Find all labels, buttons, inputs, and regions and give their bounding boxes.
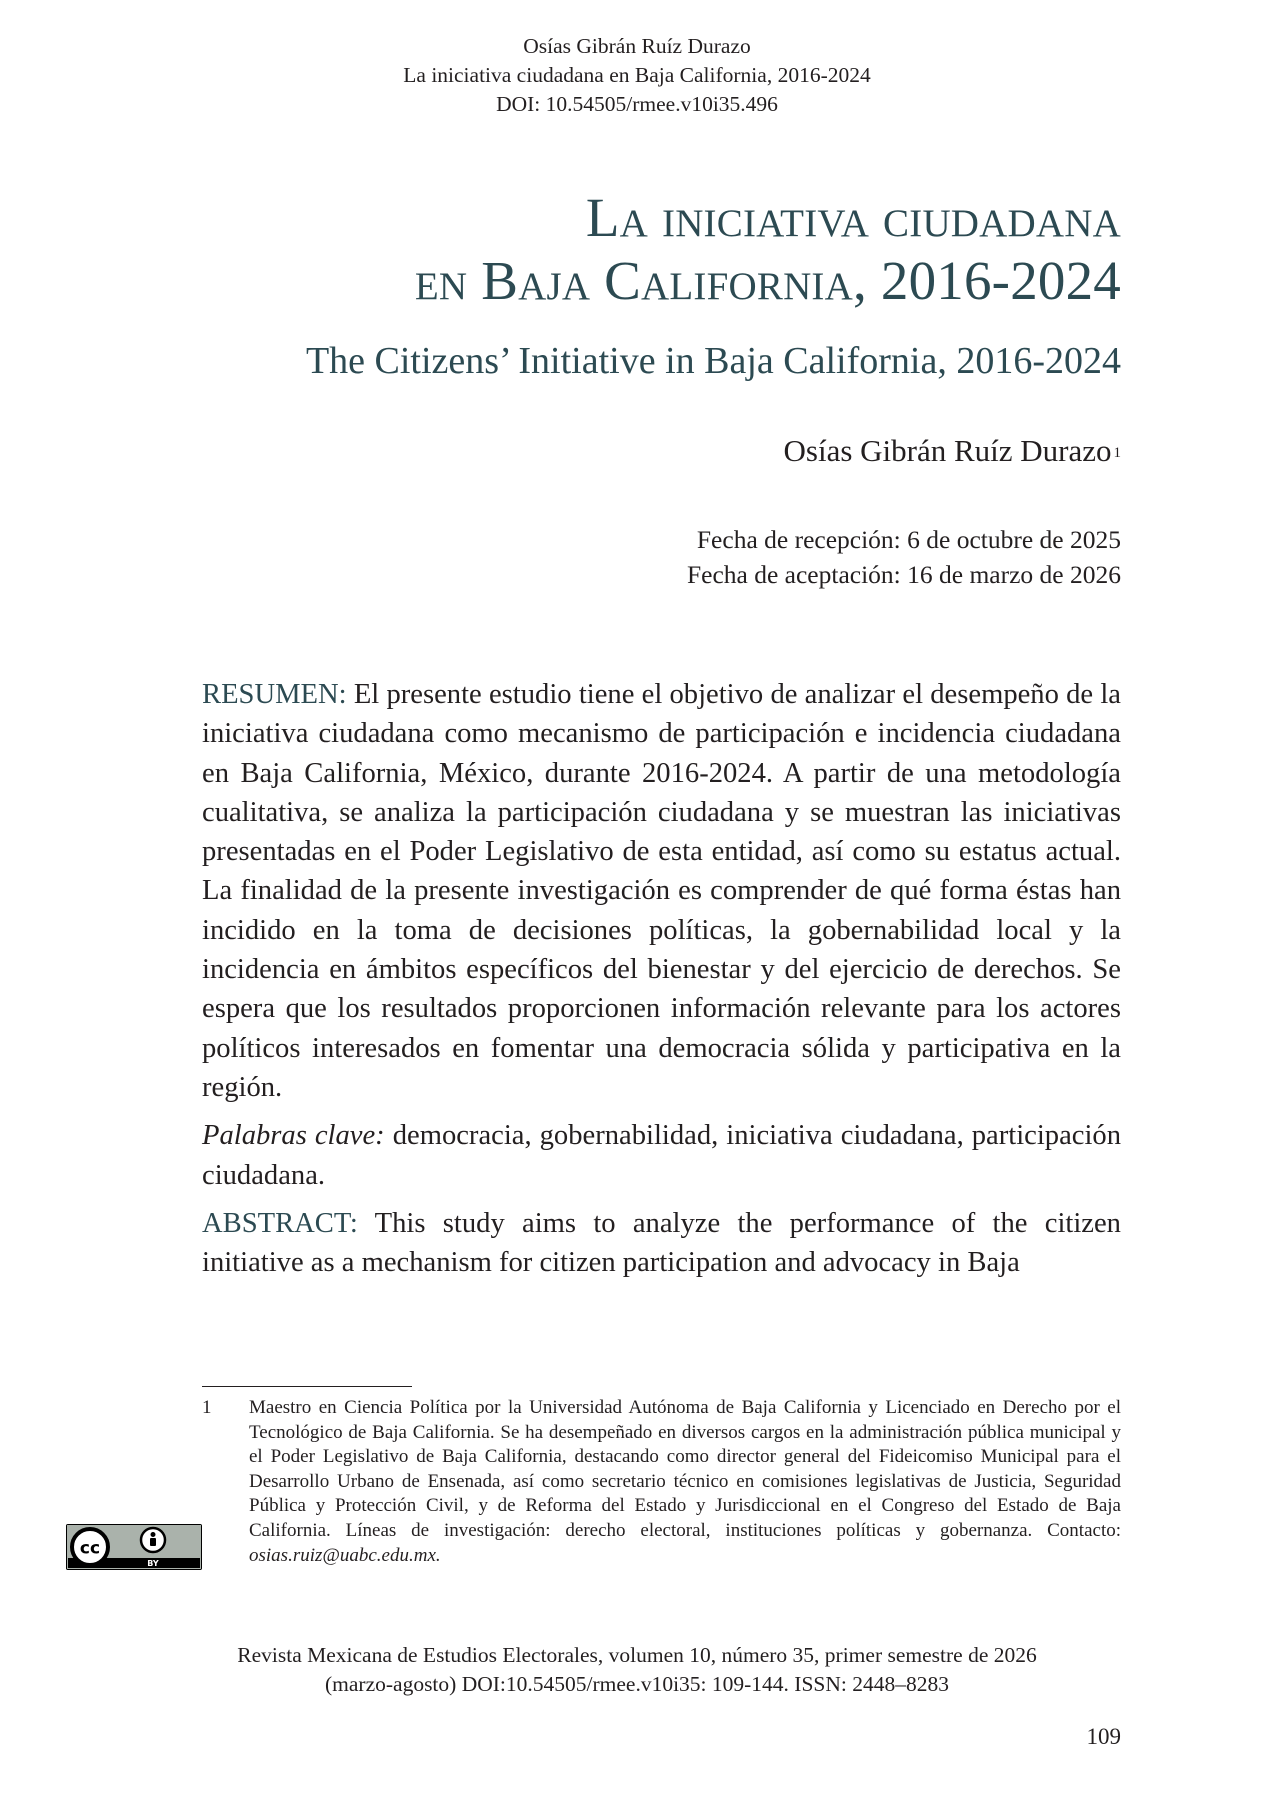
footnote-text: Maestro en Ciencia Política por la Universidad Autónoma de Baja California y Licenciado en Derecho por el Tecnológico de Baja California. Se ha desempeñado en diversos cargos en la administración pública municipal y el Poder Legislativo de Baja California, destacando como director general del Fideicomiso Municipal para el Desarrollo Urbano de Ensenada, así como secretario técnico en comisiones legislativas de Justicia, Seguridad Pública y Protección Civil, y de Reforma del Estado y Jurisdiccional en el Congreso del Estado de Baja California. Líneas de investigación: derecho electoral, instituciones políticas y gobernanza. Contacto: <box>249 1397 1121 1541</box>
article-front-matter <box>202 675 1121 1282</box>
journal-footer <box>0 1641 1274 1699</box>
received-date: Fecha de recepción: 6 de octubre de 2025 <box>696 525 1121 554</box>
license-badge-graphic <box>66 1524 202 1570</box>
abstract-label: ABSTRACT: <box>202 1207 358 1239</box>
author-footnote-mark[interactable]: 1 <box>1113 445 1121 461</box>
footnote-number: 1 <box>202 1397 212 1418</box>
article-author <box>321 432 1121 470</box>
running-head <box>0 32 1274 119</box>
running-head-author: Osías Gibrán Ruíz Durazo <box>523 34 751 58</box>
footnote-text-block <box>249 1396 1121 1568</box>
resumen-label: RESUMEN: <box>202 679 347 710</box>
article-title-line-1: La iniciativa ciudadana <box>585 187 1121 248</box>
keywords-text: democracia, gobernabilidad, iniciativa ciudadana, participación ciudadana. <box>202 1120 1121 1191</box>
article-title-line-2: en Baja California, 2016-2024 <box>414 250 1121 311</box>
page-number: 109 <box>1086 1724 1121 1749</box>
keywords-paragraph <box>202 1116 1121 1195</box>
journal-citation-line-1: Revista Mexicana de Estudios Electorales, volumen 10, número 35, primer semestre de 2026 <box>237 1643 1037 1667</box>
resumen-paragraph <box>202 675 1121 1107</box>
article-dates <box>321 522 1121 592</box>
accepted-date: Fecha de aceptación: 16 de marzo de 2026 <box>686 560 1121 589</box>
article-title-spanish <box>121 186 1121 312</box>
journal-citation-line-2: (marzo-agosto) DOI:10.54505/rmee.v10i35: 109-144. ISSN: 2448–8283 <box>324 1672 949 1696</box>
abstract-text: This study aims to analyze the performance of the citizen initiative as a mechanism for citizen participation and advocacy in Baja <box>202 1207 1121 1279</box>
author-name: Osías Gibrán Ruíz Durazo <box>783 433 1112 468</box>
cc-mark: cc <box>79 1538 101 1559</box>
footnote <box>202 1396 1121 1568</box>
article-title-english: The Citizens’ Initiative in Baja California, 2016-2024 <box>305 340 1121 382</box>
running-head-doi: DOI: 10.54505/rmee.v10i35.496 <box>496 92 778 116</box>
footnote-separator <box>202 1386 412 1387</box>
running-head-title: La iniciativa ciudadana en Baja California, 2016-2024 <box>403 63 871 87</box>
creative-commons-by-icon[interactable] <box>66 1524 202 1570</box>
by-mark: BY <box>147 1559 159 1568</box>
resumen-text: El presente estudio tiene el objetivo de analizar el desempeño de la iniciativa ciudadana como mecanismo de participación e incidencia ciudadana en Baja California, México, durante 2016-2024. A partir de una metodología cualitativa, se analiza la participación ciudadana y se muestran las iniciativas presentadas en el Poder Legislativo de esta entidad, así como su estatus actual. La finalidad de la presente investigación es comprender de qué forma éstas han incidido en la toma de decisiones políticas, la gobernabilidad local y la incidencia en ámbitos específicos del bienestar y del ejercicio de derechos. Se espera que los resultados proporcionen información relevante para los actores políticos interesados en fomentar una democracia sólida y participativa en la región. <box>202 679 1121 1103</box>
abstract-paragraph <box>202 1204 1121 1283</box>
footnote-email-link[interactable]: osias.ruiz@uabc.edu.mx. <box>249 1544 441 1566</box>
keywords-label: Palabras clave: <box>202 1120 385 1152</box>
